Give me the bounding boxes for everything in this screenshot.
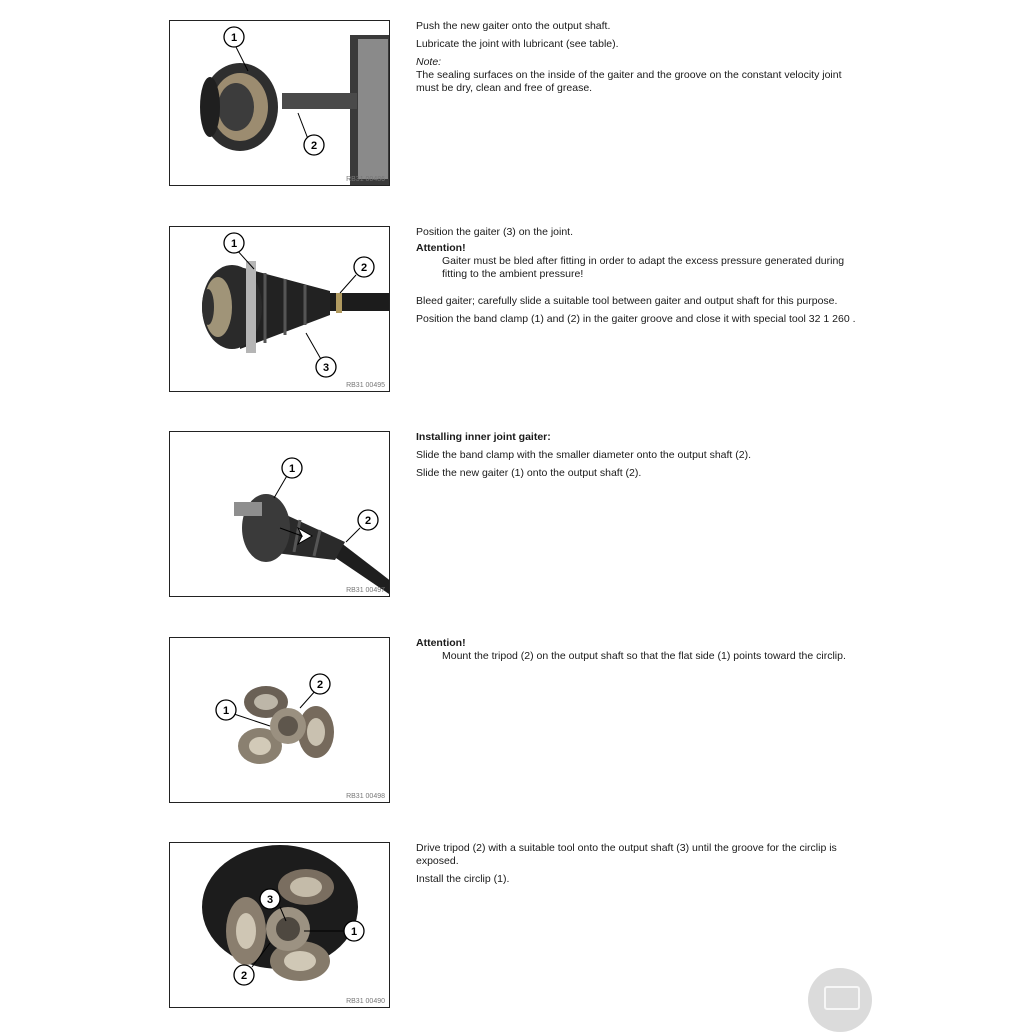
figure-inner-joint-gaiter	[169, 431, 390, 597]
callout-1: 1	[288, 463, 296, 475]
joint-photo	[170, 227, 389, 391]
instruction: Lubricate the joint with lubricant (see table).	[416, 38, 619, 50]
callout-2: 2	[360, 262, 368, 274]
figure-code: RB31 00497	[346, 587, 385, 594]
step-2	[0, 226, 1024, 396]
callout-2: 2	[240, 970, 248, 982]
note-text: The sealing surfaces on the inside of the gaiter and the groove on the constant velocity joint must be dry, clean and free of grease.	[416, 69, 842, 94]
badge-icon	[824, 986, 860, 1010]
joint-photo	[170, 843, 389, 1007]
joint-photo	[170, 432, 389, 596]
step-4	[0, 637, 1024, 807]
figure-code: RB31 00498	[346, 793, 385, 800]
step-3	[0, 431, 1024, 601]
step-text	[416, 431, 856, 485]
joint-photo	[170, 638, 389, 802]
figure-circlip	[169, 842, 390, 1008]
figure-tripod	[169, 637, 390, 803]
joint-photo	[170, 21, 389, 185]
attention-text: Mount the tripod (2) on the output shaft so that the flat side (1) points toward the circlip.	[442, 650, 846, 662]
instruction: Slide the new gaiter (1) onto the output shaft (2).	[416, 467, 642, 479]
callout-2: 2	[316, 679, 324, 691]
callout-1: 1	[230, 238, 238, 250]
figure-code: RB31 00490	[346, 998, 385, 1005]
callout-1: 1	[350, 926, 358, 938]
instruction: Position the gaiter (3) on the joint.	[416, 226, 574, 238]
callout-3: 3	[322, 362, 330, 374]
instruction: Slide the band clamp with the smaller diameter onto the output shaft (2).	[416, 449, 752, 461]
figure-gaiter-position	[169, 226, 390, 392]
attention-heading: Attention!	[416, 637, 466, 649]
instruction: Install the circlip (1).	[416, 873, 510, 885]
instruction: Position the band clamp (1) and (2) in the gaiter groove and close it with special tool 32 1 260 .	[416, 313, 856, 325]
step-text	[416, 637, 856, 668]
watermark-badge	[808, 968, 872, 1032]
step-text	[416, 20, 856, 100]
instruction: Push the new gaiter onto the output shaft.	[416, 20, 611, 32]
attention-text: Gaiter must be bled after fitting in order to adapt the excess pressure generated during fitting to the ambient pressure!	[442, 255, 845, 280]
figure-code: RB31 00495	[346, 382, 385, 389]
figure-code: RB31 00486	[346, 176, 385, 183]
callout-1: 1	[230, 32, 238, 44]
step-1	[0, 20, 1024, 190]
attention-heading: Attention!	[416, 242, 466, 254]
callout-2: 2	[310, 140, 318, 152]
step-5	[0, 842, 1024, 1012]
step-text	[416, 842, 856, 891]
callout-3: 3	[266, 894, 274, 906]
step-text	[416, 226, 856, 331]
note-heading: Note:	[416, 56, 442, 68]
callout-1: 1	[222, 705, 230, 717]
instruction: Bleed gaiter; carefully slide a suitable tool between gaiter and output shaft for this purpose.	[416, 295, 838, 307]
instruction: Drive tripod (2) with a suitable tool onto the output shaft (3) until the groove for the circlip is exposed.	[416, 842, 837, 867]
callout-2: 2	[364, 515, 372, 527]
figure-output-shaft-gaiter	[169, 20, 390, 186]
section-heading: Installing inner joint gaiter:	[416, 431, 551, 443]
